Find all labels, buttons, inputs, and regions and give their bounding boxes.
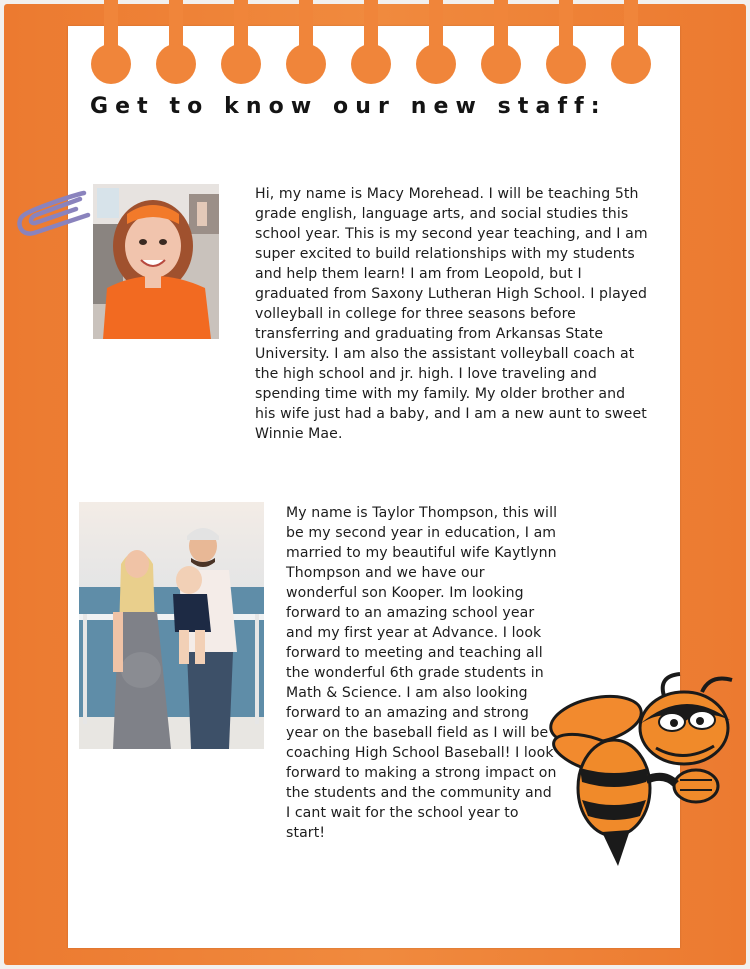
staff-photo-macy <box>93 184 219 339</box>
binder-ring-icon <box>221 0 261 84</box>
paperclip-icon <box>14 185 94 245</box>
binder-ring-icon <box>286 0 326 84</box>
binder-ring-icon <box>611 0 651 84</box>
staff-bio-macy: Hi, my name is Macy Morehead. I will be teaching 5th grade english, language arts, and social studies this school year. This is my second year teaching, and I am super excited to build relationships with my students and help them learn! I am from Leopold, but I graduated from Saxony Lutheran High School. I played volleyball in college for three seasons before transferring and graduating from Arkansas State University. I am also the assistant volleyball coach at the high school and jr. high. I love traveling and spending time with my family. My older brother and his wife just had a baby, and I am a new aunt to sweet Winnie Mae. <box>255 186 648 442</box>
binder-ring-icon <box>91 0 131 84</box>
staff-photo-taylor <box>79 502 264 749</box>
binder-ring-icon <box>416 0 456 84</box>
hornet-mascot <box>534 668 740 872</box>
binder-ring-icon <box>481 0 521 84</box>
page-title: Get to know our new staff: <box>90 94 607 119</box>
staff-bio-taylor: My name is Taylor Thompson, this will be my second year in education, I am married to my beautiful wife Kaytlynn Thompson and we have our wonderful son Kooper. Im looking forward to an amazing school year and my first year at Advance. I look forward to meeting and teaching all the wonderful 6th grade students in Math & Science. I am also looking forward to an amazing and strong year on the baseball field as I will be coaching High School Baseball! I look forward to making a strong impact on the students and the community and I cant wait for the school year to start! <box>286 505 558 841</box>
binder-ring-icon <box>156 0 196 84</box>
binder-ring-icon <box>546 0 586 84</box>
binder-ring-icon <box>351 0 391 84</box>
